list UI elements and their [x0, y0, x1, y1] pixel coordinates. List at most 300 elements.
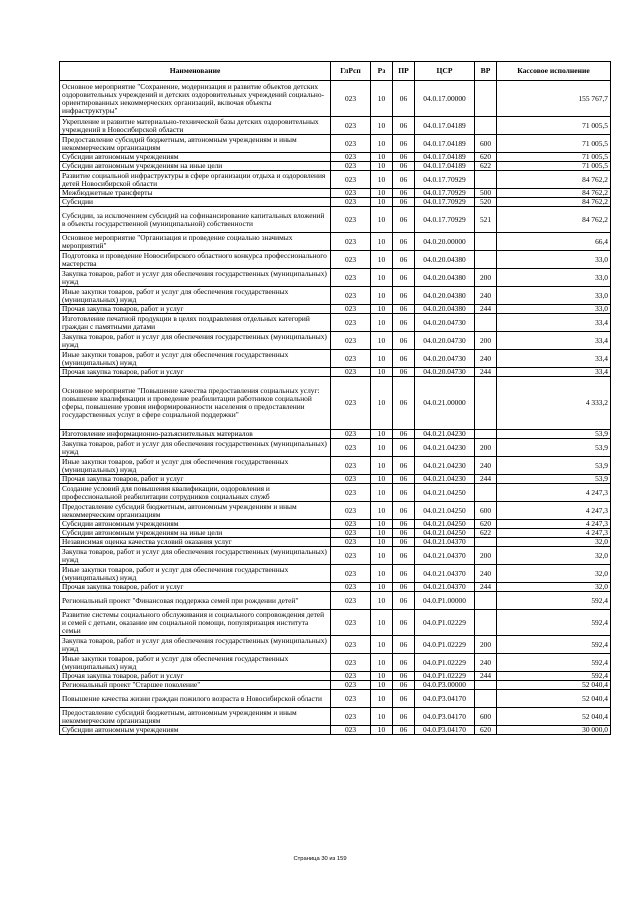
cell-csr: 04.0.21.04250 [415, 529, 475, 538]
header-vr: ВР [475, 62, 497, 81]
cell-vr [475, 484, 497, 502]
cell-exec: 71 005,5 [497, 153, 611, 162]
cell-exec: 33,4 [497, 350, 611, 368]
cell-exec: 71 005,5 [497, 135, 611, 153]
cell-csr: 04.0.17.00000 [415, 81, 475, 117]
cell-grbs: 023 [331, 162, 371, 171]
cell-exec: 33,0 [497, 287, 611, 305]
cell-exec: 33,4 [497, 314, 611, 332]
cell-grbs: 023 [331, 583, 371, 592]
cell-rz: 10 [371, 636, 393, 654]
cell-vr: 240 [475, 287, 497, 305]
table-row [60, 314, 611, 332]
cell-name: Иные закупки товаров, работ и услуг для обеспечения государственных (муниципальных) нужд [60, 654, 331, 672]
cell-rz: 10 [371, 690, 393, 708]
cell-csr: 04.0.21.04370 [415, 547, 475, 565]
cell-vr: 244 [475, 583, 497, 592]
cell-vr: 244 [475, 672, 497, 681]
cell-pr: 06 [393, 520, 415, 529]
cell-csr: 04.0.21.04250 [415, 520, 475, 529]
cell-exec: 4 247,3 [497, 502, 611, 520]
cell-grbs: 023 [331, 636, 371, 654]
cell-rz: 10 [371, 708, 393, 726]
table-row [60, 610, 611, 636]
cell-name: Создание условий для повышения квалификации, оздоровления и профессиональной реабилитации сотрудников социальных служб [60, 484, 331, 502]
header-csr: ЦСР [415, 62, 475, 81]
header-rz: Рз [371, 62, 393, 81]
cell-vr: 200 [475, 332, 497, 350]
table-row [60, 502, 611, 520]
cell-exec: 155 767,7 [497, 81, 611, 117]
cell-name: Прочая закупка товаров, работ и услуг [60, 583, 331, 592]
cell-csr: 04.0.21.04370 [415, 583, 475, 592]
cell-vr: 240 [475, 654, 497, 672]
cell-csr: 04.0.21.04370 [415, 565, 475, 583]
cell-grbs: 023 [331, 377, 371, 430]
table-row [60, 708, 611, 726]
cell-grbs: 023 [331, 529, 371, 538]
cell-name: Основное мероприятие "Организация и проведение социально значимых мероприятий" [60, 233, 331, 251]
cell-name: Региональный проект "Финансовая поддержка семей при рождении детей" [60, 592, 331, 610]
cell-exec: 33,0 [497, 269, 611, 287]
table-row [60, 332, 611, 350]
cell-name: Иные закупки товаров, работ и услуг для обеспечения государственных (муниципальных) нужд [60, 457, 331, 475]
cell-csr: 04.0.P3.00000 [415, 681, 475, 690]
cell-rz: 10 [371, 520, 393, 529]
cell-csr: 04.0.17.04189 [415, 162, 475, 171]
table-row [60, 475, 611, 484]
cell-name: Закупка товаров, работ и услуг для обеспечения государственных (муниципальных) нужд [60, 439, 331, 457]
cell-grbs: 023 [331, 117, 371, 135]
cell-name: Субсидии автономным учреждениям [60, 520, 331, 529]
cell-exec: 592,4 [497, 654, 611, 672]
cell-exec: 71 005,5 [497, 117, 611, 135]
cell-exec: 52 040,4 [497, 708, 611, 726]
cell-grbs: 023 [331, 332, 371, 350]
cell-rz: 10 [371, 153, 393, 162]
cell-exec: 32,0 [497, 565, 611, 583]
table-row [60, 565, 611, 583]
table-row [60, 377, 611, 430]
cell-rz: 10 [371, 171, 393, 189]
table-row [60, 457, 611, 475]
cell-grbs: 023 [331, 207, 371, 233]
cell-name: Субсидии, за исключением субсидий на софинансирование капитальных вложений в объекты государственной (муниципальной) собственности [60, 207, 331, 233]
cell-name: Закупка товаров, работ и услуг для обеспечения государственных (муниципальных) нужд [60, 547, 331, 565]
cell-csr: 04.0.17.70929 [415, 198, 475, 207]
table-row [60, 251, 611, 269]
cell-name: Укрепление и развитие материально-технической базы детских оздоровительных учреждений в Новосибирской области [60, 117, 331, 135]
cell-pr: 06 [393, 610, 415, 636]
cell-csr: 04.0.P3.04170 [415, 708, 475, 726]
cell-exec: 53,9 [497, 475, 611, 484]
cell-grbs: 023 [331, 592, 371, 610]
cell-csr: 04.0.21.04230 [415, 430, 475, 439]
cell-vr [475, 377, 497, 430]
table-row [60, 547, 611, 565]
cell-name: Иные закупки товаров, работ и услуг для обеспечения государственных (муниципальных) нужд [60, 565, 331, 583]
cell-name: Прочая закупка товаров, работ и услуг [60, 672, 331, 681]
cell-csr: 04.0.20.04730 [415, 368, 475, 377]
cell-grbs: 023 [331, 726, 371, 735]
cell-rz: 10 [371, 475, 393, 484]
table-row [60, 681, 611, 690]
cell-name: Прочая закупка товаров, работ и услуг [60, 368, 331, 377]
cell-csr: 04.0.20.04730 [415, 332, 475, 350]
cell-vr [475, 690, 497, 708]
cell-grbs: 023 [331, 457, 371, 475]
cell-rz: 10 [371, 314, 393, 332]
cell-vr: 244 [475, 368, 497, 377]
table-row [60, 269, 611, 287]
cell-pr: 06 [393, 135, 415, 153]
cell-rz: 10 [371, 287, 393, 305]
cell-pr: 06 [393, 547, 415, 565]
cell-pr: 06 [393, 681, 415, 690]
cell-name: Субсидии [60, 198, 331, 207]
cell-rz: 10 [371, 672, 393, 681]
cell-rz: 10 [371, 81, 393, 117]
table-row [60, 484, 611, 502]
cell-grbs: 023 [331, 198, 371, 207]
table-row [60, 350, 611, 368]
cell-exec: 52 040,4 [497, 690, 611, 708]
cell-exec: 592,4 [497, 672, 611, 681]
cell-csr: 04.0.17.04189 [415, 153, 475, 162]
cell-grbs: 023 [331, 368, 371, 377]
cell-grbs: 023 [331, 565, 371, 583]
cell-pr: 06 [393, 251, 415, 269]
cell-vr [475, 81, 497, 117]
cell-pr: 06 [393, 529, 415, 538]
cell-name: Субсидии автономным учреждениям [60, 153, 331, 162]
cell-csr: 04.0.20.04380 [415, 287, 475, 305]
cell-grbs: 023 [331, 135, 371, 153]
cell-exec: 53,9 [497, 430, 611, 439]
cell-name: Субсидии автономным учреждениям на иные цели [60, 162, 331, 171]
cell-csr: 04.0.20.04730 [415, 350, 475, 368]
cell-exec: 32,0 [497, 547, 611, 565]
cell-pr: 06 [393, 565, 415, 583]
cell-grbs: 023 [331, 269, 371, 287]
cell-pr: 06 [393, 171, 415, 189]
cell-rz: 10 [371, 681, 393, 690]
cell-pr: 06 [393, 726, 415, 735]
cell-name: Основное мероприятие "Сохранение, модернизация и развитие объектов детских оздоровительных учреждений и детских оздоровительных учреждений социально-ориентированных некоммерческих организаций, включая объекты инфраструктуры" [60, 81, 331, 117]
cell-name: Предоставление субсидий бюджетным, автономным учреждениям и иным некоммерческим организациям [60, 135, 331, 153]
cell-pr: 06 [393, 690, 415, 708]
cell-grbs: 023 [331, 610, 371, 636]
page-number: Страница 30 из 159 [293, 856, 347, 862]
cell-rz: 10 [371, 377, 393, 430]
cell-exec: 33,4 [497, 368, 611, 377]
cell-csr: 04.0.P3.04170 [415, 726, 475, 735]
table-row [60, 153, 611, 162]
cell-rz: 10 [371, 135, 393, 153]
cell-rz: 10 [371, 484, 393, 502]
table-row [60, 368, 611, 377]
cell-name: Предоставление субсидий бюджетным, автономным учреждениям и иным некоммерческим организациям [60, 708, 331, 726]
table-row [60, 305, 611, 314]
table-row [60, 198, 611, 207]
table-row [60, 583, 611, 592]
cell-vr: 600 [475, 708, 497, 726]
cell-rz: 10 [371, 583, 393, 592]
cell-vr: 200 [475, 439, 497, 457]
cell-exec: 53,9 [497, 439, 611, 457]
cell-exec: 592,4 [497, 610, 611, 636]
cell-rz: 10 [371, 269, 393, 287]
table-row [60, 162, 611, 171]
cell-csr: 04.0.17.04189 [415, 135, 475, 153]
cell-vr: 244 [475, 305, 497, 314]
cell-pr: 06 [393, 287, 415, 305]
cell-exec: 84 762,2 [497, 198, 611, 207]
cell-grbs: 023 [331, 520, 371, 529]
cell-name: Прочая закупка товаров, работ и услуг [60, 475, 331, 484]
cell-name: Развитие социальной инфраструктуры в сфере организации отдыха и оздоровления детей Новосибирской области [60, 171, 331, 189]
cell-name: Субсидии автономным учреждениям на иные цели [60, 529, 331, 538]
cell-grbs: 023 [331, 502, 371, 520]
cell-name: Изготовление печатной продукции в целях поздравления отдельных категорий граждан с памятными датами [60, 314, 331, 332]
cell-csr: 04.0.20.04380 [415, 269, 475, 287]
cell-pr: 06 [393, 592, 415, 610]
cell-rz: 10 [371, 502, 393, 520]
cell-csr: 04.0.21.00000 [415, 377, 475, 430]
cell-pr: 06 [393, 153, 415, 162]
cell-csr: 04.0.20.04380 [415, 251, 475, 269]
cell-pr: 06 [393, 708, 415, 726]
header-grbs: ГлРсп [331, 62, 371, 81]
cell-exec: 4 333,2 [497, 377, 611, 430]
cell-grbs: 023 [331, 547, 371, 565]
budget-table [59, 61, 611, 735]
cell-csr: 04.0.21.04230 [415, 457, 475, 475]
cell-csr: 04.0.20.00000 [415, 233, 475, 251]
cell-exec: 33,4 [497, 332, 611, 350]
cell-pr: 06 [393, 332, 415, 350]
cell-pr: 06 [393, 457, 415, 475]
header-name: Наименование [60, 62, 331, 81]
cell-vr [475, 538, 497, 547]
cell-pr: 06 [393, 162, 415, 171]
cell-grbs: 023 [331, 189, 371, 198]
cell-csr: 04.0.21.04230 [415, 475, 475, 484]
cell-rz: 10 [371, 565, 393, 583]
cell-exec: 4 247,3 [497, 484, 611, 502]
cell-vr: 622 [475, 529, 497, 538]
cell-name: Закупка товаров, работ и услуг для обеспечения государственных (муниципальных) нужд [60, 636, 331, 654]
table-row [60, 636, 611, 654]
cell-csr: 04.0.P3.04170 [415, 690, 475, 708]
cell-exec: 30 000,0 [497, 726, 611, 735]
cell-rz: 10 [371, 610, 393, 636]
cell-pr: 06 [393, 377, 415, 430]
cell-exec: 84 762,2 [497, 189, 611, 198]
cell-csr: 04.0.17.70929 [415, 171, 475, 189]
cell-rz: 10 [371, 350, 393, 368]
cell-vr: 622 [475, 162, 497, 171]
cell-exec: 84 762,2 [497, 207, 611, 233]
table-row [60, 654, 611, 672]
cell-vr [475, 251, 497, 269]
cell-pr: 06 [393, 368, 415, 377]
cell-grbs: 023 [331, 430, 371, 439]
cell-name: Субсидии автономным учреждениям [60, 726, 331, 735]
cell-exec: 592,4 [497, 592, 611, 610]
cell-pr: 06 [393, 475, 415, 484]
cell-pr: 06 [393, 430, 415, 439]
cell-vr: 620 [475, 520, 497, 529]
cell-vr: 600 [475, 135, 497, 153]
cell-exec: 53,9 [497, 457, 611, 475]
cell-exec: 33,0 [497, 251, 611, 269]
cell-csr: 04.0.21.04250 [415, 484, 475, 502]
cell-vr: 521 [475, 207, 497, 233]
cell-name: Повышение качества жизни граждан пожилого возраста в Новосибирской области [60, 690, 331, 708]
header-exec: Кассовое исполнение [497, 62, 611, 81]
cell-grbs: 023 [331, 305, 371, 314]
cell-pr: 06 [393, 117, 415, 135]
cell-name: Закупка товаров, работ и услуг для обеспечения государственных (муниципальных) нужд [60, 332, 331, 350]
cell-exec: 33,0 [497, 305, 611, 314]
cell-grbs: 023 [331, 708, 371, 726]
table-row [60, 189, 611, 198]
cell-grbs: 023 [331, 251, 371, 269]
cell-pr: 06 [393, 654, 415, 672]
table-row [60, 672, 611, 681]
cell-vr [475, 430, 497, 439]
cell-csr: 04.0.P1.02229 [415, 654, 475, 672]
table-row [60, 529, 611, 538]
cell-pr: 06 [393, 189, 415, 198]
cell-exec: 32,0 [497, 583, 611, 592]
table-row [60, 135, 611, 153]
cell-exec: 4 247,3 [497, 520, 611, 529]
cell-exec: 52 040,4 [497, 681, 611, 690]
cell-name: Развитие системы социального обслуживания и социального сопровождения детей и семей с детьми, оказание им социальной помощи, популяризация института семьи [60, 610, 331, 636]
cell-pr: 06 [393, 538, 415, 547]
cell-grbs: 023 [331, 153, 371, 162]
cell-vr: 600 [475, 502, 497, 520]
table-row [60, 690, 611, 708]
cell-exec: 84 762,2 [497, 171, 611, 189]
cell-grbs: 023 [331, 287, 371, 305]
cell-name: Межбюджетные трансферты [60, 189, 331, 198]
table-body [60, 81, 611, 735]
cell-grbs: 023 [331, 538, 371, 547]
cell-vr [475, 117, 497, 135]
cell-vr: 620 [475, 153, 497, 162]
cell-csr: 04.0.17.04189 [415, 117, 475, 135]
cell-rz: 10 [371, 251, 393, 269]
cell-grbs: 023 [331, 681, 371, 690]
cell-csr: 04.0.P1.02229 [415, 672, 475, 681]
cell-name: Основное мероприятие "Повышение качества предоставления социальных услуг: повышение квалификации и проведение реабилитации работников социальной сферы, повышение уровня информированности населения о предоставлении государственных услуг в сфере социальной поддержки" [60, 377, 331, 430]
cell-name: Иные закупки товаров, работ и услуг для обеспечения государственных (муниципальных) нужд [60, 350, 331, 368]
cell-rz: 10 [371, 726, 393, 735]
cell-grbs: 023 [331, 690, 371, 708]
cell-grbs: 023 [331, 81, 371, 117]
cell-exec: 71 005,5 [497, 162, 611, 171]
cell-rz: 10 [371, 305, 393, 314]
cell-pr: 06 [393, 636, 415, 654]
cell-rz: 10 [371, 207, 393, 233]
cell-exec: 592,4 [497, 636, 611, 654]
cell-pr: 06 [393, 583, 415, 592]
cell-vr: 200 [475, 547, 497, 565]
cell-name: Иные закупки товаров, работ и услуг для обеспечения государственных (муниципальных) нужд [60, 287, 331, 305]
cell-vr: 240 [475, 457, 497, 475]
table-row [60, 207, 611, 233]
cell-rz: 10 [371, 439, 393, 457]
cell-csr: 04.0.20.04730 [415, 314, 475, 332]
cell-csr: 04.0.P1.00000 [415, 592, 475, 610]
cell-pr: 06 [393, 305, 415, 314]
cell-name: Закупка товаров, работ и услуг для обеспечения государственных (муниципальных) нужд [60, 269, 331, 287]
cell-pr: 06 [393, 314, 415, 332]
table-row [60, 726, 611, 735]
cell-csr: 04.0.20.04380 [415, 305, 475, 314]
cell-grbs: 023 [331, 439, 371, 457]
cell-grbs: 023 [331, 233, 371, 251]
cell-pr: 06 [393, 484, 415, 502]
table-row [60, 117, 611, 135]
cell-pr: 06 [393, 672, 415, 681]
cell-csr: 04.0.P1.02229 [415, 636, 475, 654]
cell-csr: 04.0.P1.02229 [415, 610, 475, 636]
table-row [60, 439, 611, 457]
table-row [60, 233, 611, 251]
cell-name: Региональный проект "Старшее поколение" [60, 681, 331, 690]
cell-rz: 10 [371, 368, 393, 377]
cell-name: Изготовление информационно-разъяснительных материалов [60, 430, 331, 439]
cell-exec: 66,4 [497, 233, 611, 251]
cell-grbs: 023 [331, 654, 371, 672]
cell-vr: 520 [475, 198, 497, 207]
cell-pr: 06 [393, 198, 415, 207]
cell-rz: 10 [371, 117, 393, 135]
cell-grbs: 023 [331, 484, 371, 502]
cell-csr: 04.0.21.04370 [415, 538, 475, 547]
cell-csr: 04.0.21.04250 [415, 502, 475, 520]
cell-pr: 06 [393, 207, 415, 233]
cell-csr: 04.0.17.70929 [415, 189, 475, 198]
table-row [60, 81, 611, 117]
cell-rz: 10 [371, 592, 393, 610]
cell-name: Прочая закупка товаров, работ и услуг [60, 305, 331, 314]
table-row [60, 287, 611, 305]
cell-name: Независимая оценка качества условий оказания услуг [60, 538, 331, 547]
cell-rz: 10 [371, 538, 393, 547]
cell-vr: 500 [475, 189, 497, 198]
cell-rz: 10 [371, 654, 393, 672]
cell-vr: 244 [475, 475, 497, 484]
cell-rz: 10 [371, 457, 393, 475]
cell-vr: 240 [475, 565, 497, 583]
table-row [60, 538, 611, 547]
cell-vr: 240 [475, 350, 497, 368]
cell-rz: 10 [371, 189, 393, 198]
cell-vr [475, 233, 497, 251]
cell-name: Подготовка и проведение Новосибирского областного конкурса профессионального мастерства [60, 251, 331, 269]
cell-pr: 06 [393, 502, 415, 520]
table-row [60, 430, 611, 439]
cell-pr: 06 [393, 81, 415, 117]
cell-vr: 620 [475, 726, 497, 735]
header-pr: ПР [393, 62, 415, 81]
table-row [60, 592, 611, 610]
